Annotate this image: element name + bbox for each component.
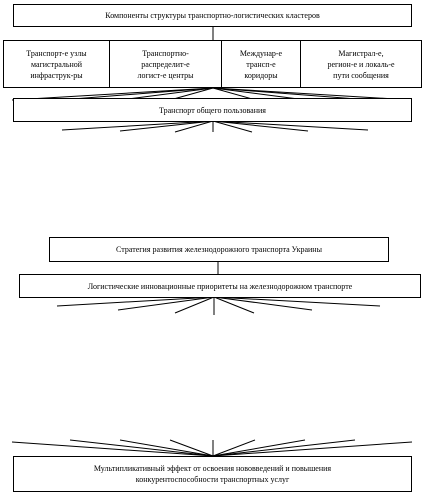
public-transport-box: Транспорт общего пользования (13, 98, 412, 122)
multiplier-effect-box: Мультипликативный эффект от освоения нововведений и повышения конкурентоспособности транспортных услуг (13, 456, 412, 492)
component-box-transport-hubs: Транспорт-е узлы магистральной инфраструк-ры (3, 40, 110, 88)
priorities-box: Логистические инновационные приоритеты на железнодорожном транспорте (19, 274, 421, 298)
strategy-box: Стратегия развития железнодорожного транспорта Украины (49, 237, 389, 262)
clusters-title-box: Компоненты структуры транспортно-логистических кластеров (13, 4, 412, 27)
component-box-transport-routes: Магистрал-е, регион-е и локаль-е пути сообщения (300, 40, 422, 88)
component-box-international-corridors: Междунар-е трансп-е коридоры (221, 40, 301, 88)
component-box-logistics-centers: Транспортно- распределит-е логист-е центры (109, 40, 222, 88)
